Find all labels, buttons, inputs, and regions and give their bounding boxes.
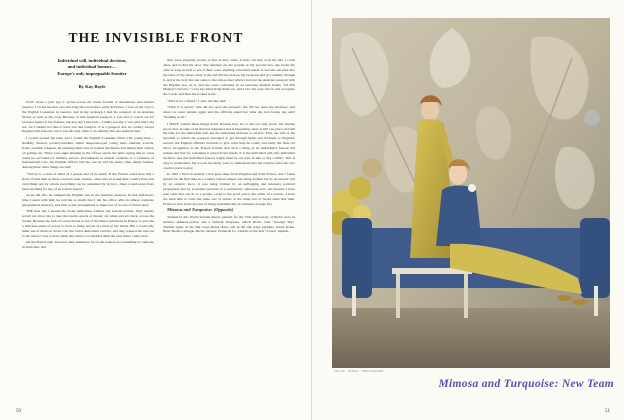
subtitle-line: Europe's only impregnable frontier — [57, 70, 127, 76]
caption-title: Mimosa and Turquoise: — [167, 207, 213, 213]
paragraph: On the French side, however, they seemed to be on the lookout for something or someone in particular, and — [22, 240, 154, 250]
page-number-right: 51 — [605, 409, 610, 414]
paragraph: "Then it is saved." She did not open the passport, she did not open the envelope, and when we were outside again and the officials asked her what she had found, she said: "Nothing at all." — [163, 105, 295, 120]
paragraph: As he did this, he stamped the English visa in the Austrian passport. In that half-hour's time I spent with him, he told me so much that I felt his office with its almost complete geographical itinerary, and with a rude arrangement to make use of in case of future need. — [22, 193, 154, 207]
paragraph: In 1935 I lived in Austria. I had gone there from England and from France, and I found myself for the first time in a country whose temper was being formed not by an interior, but by an exterior force. It was being formed by an unflagging and intensive political propaganda and by economic pressure of a particularly obnoxious sort, and because I have seen what that can do to a people—even to the poets and to the artists of a nation—I have not been able to write the same sort of stories or the same sort of books since that time. France is now in the process of being systematically (Continued on page 92) — [163, 172, 295, 206]
right-page — [312, 0, 624, 420]
article-title: THE INVISIBLE FRONT — [68, 30, 244, 45]
paragraph: I HAVE written these things down because they are to me not only proof, but stirring proof, that, in spite of all that has happened and is happening, there is still one place and still the time for the individual will and the individual decision to survive. First, the will of the Austrian to whom the passport belonged to get through Spain and Portugal to England; second, the English official's decision to give what help he could; and lastly the little old lady's recognition at the French frontier that such a thing as an individual's honour did remain and that for a moment it rested in her hands. It is the individual will, this individual decision, and this individual honour which must be our trust in this or any conflict. This is easy to understand, but it took me many years to understand that the creative artist has two creative parts to play. — [163, 121, 295, 170]
fashion-photograph — [332, 18, 610, 368]
photo-illustration — [332, 18, 610, 368]
paragraph: "That is for a friend," I said, and she said: — [167, 98, 227, 103]
article-subtitle — [42, 58, 142, 77]
caption-tag: (Opposite) — [213, 207, 234, 213]
paragraph: JUST about a year ago, I cycled across the Swiss frontier at Annemasse and entered Geneva. I cycled because cars had long since become a rarity in France. I was on my way to the English Consulate in Geneva, and in my rucksack I had the passport of an Austrian friend, as well as my own. Because of that Austrian passport, I was told to watch out for Gestapo agents at the frontier, but that day I had luck—I didn't see any. I was glad that I did not, for I should not like to have lost that passport. It is a passport that no country except England still honours, but it was the only claim to an identity that one Austrian had. — [22, 100, 154, 134]
paragraph: "Victory is a state of mind of a people and of its Army. If the French could have had a front of such men as these you have seen outside—men who in losing their country have lost everything and for whom everything can be redeemed by victory—there would never have been anything for any of us to have feared." — [22, 171, 154, 191]
paragraph: I cycled around the lake, and I found the English Consulate filled with young men—shabbily dressed, poverty-stricken, rather desperate-eyed young men—Italians, Czechs, Poles, German refugees, all pursuing their case as trained mechanics and taking their chance on getting out. There were signs hanging in the offices and in the halls saying that no visas could be accorded for military service. Recruitment in neutral countries is a violation of International Law, the English official told me, but he told me many other things besides. Among these other things, he said: — [22, 135, 154, 170]
body-column-right — [163, 58, 295, 390]
subtitle-line: and individual honour— — [67, 64, 117, 70]
byline: By Kay Boyle — [78, 84, 106, 89]
photo-headline: Mimosa and Turquoise: New Team — [438, 378, 614, 390]
caption-heading — [163, 208, 295, 213]
caption-text: Teamed in this World Garden mural, painted for the 75th anniversary of Rich's store in Atlanta—mimosa-yellow and a brilliant turquoise, which Rich's calls "Georgia Sky." Teamed again, in the silk crepe dinner-dress, and in the silk crepe pyjamas, tweed jacket. Both: Battin Carnegie, Rich's; Drexel: Frandt & Co. Charles of the Ritz "Claire" lipstick. — [163, 214, 295, 234]
page-number-left: 50 — [16, 409, 21, 414]
paragraph: they were stripping people as fast as they came. A little old lady took me into a room alone and locked the door. She emptied out the powder in my powder-box, she broke my cake of soap in half to see if there were anything concealed inside it, and she ran pins into the soles of my shoes. Only at the end did she pick up my rucksack and go carefully through it, and at the very last she came to the side-pocket where I had put the Austrian passport with the English visa on it, and the route contained in an envelope marked boldly "On His Majesty's Service." I saw her hand bring them out, and I saw her eyes fall on and recognize the words, and then she looked at me. — [163, 58, 295, 97]
paragraph: THE next day I passed the Swiss authorities without any serious trouble. They merely would not allow me to take the twelve spools of thread, six white and six black, across the border. Because the lack of cotton thread is one of the minor privations in France, it gave me a delicious sense of power to hold so many spools of cotton in my hands. But I could only make use of them on Swiss soil, the Swiss authorities told me, and they pointed the rule out to me where I was to leave them and where I would find them the next time I came back. — [22, 209, 154, 238]
photo-credit: VOGUE · HORST · PHOTOGRAPH — [334, 370, 384, 373]
subtitle-line: Individual will, individual decision, — [57, 58, 127, 63]
body-column-left — [22, 100, 154, 390]
